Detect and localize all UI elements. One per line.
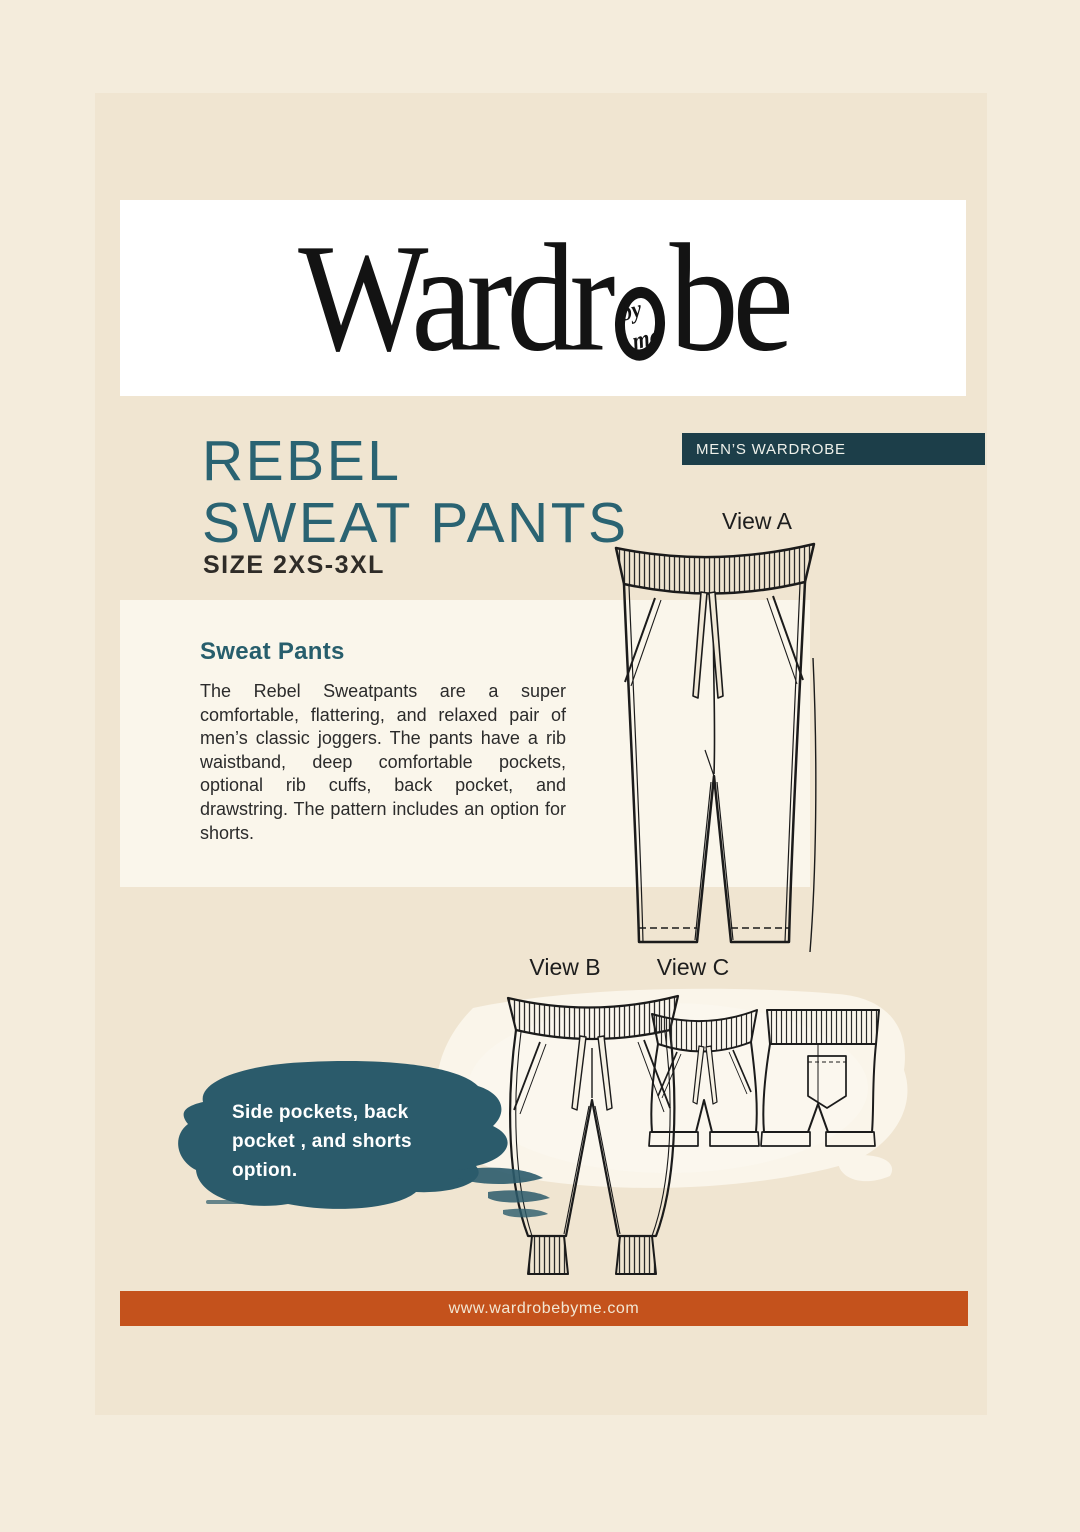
category-badge-label: MEN’S WARDROBE (696, 440, 846, 458)
logo-by-text: by (617, 294, 644, 327)
view-c-shorts-drawing (645, 996, 885, 1154)
view-a-sweatpants-drawing (608, 536, 820, 956)
logo-me-text: me (629, 321, 662, 356)
logo-text-end: be (669, 211, 788, 384)
view-a-label: View A (722, 508, 792, 534)
category-badge (680, 431, 987, 467)
size-range-label: SIZE 2XS-3XL (203, 551, 385, 579)
features-callout-line2: pocket , and shorts (232, 1131, 412, 1152)
features-callout-line1: Side pockets, back (232, 1102, 409, 1123)
footer-bar (120, 1291, 968, 1326)
view-b-label: View B (529, 954, 601, 980)
wardrobe-by-me-logo (298, 211, 788, 384)
description-body: The Rebel Sweatpants are a super comfortable, flattering, and relaxed pair of men’s classic joggers. The pants have a rib waistband, deep comfortable pockets, optional rib cuffs, back pocket, and drawstring. The pattern includes an option for shorts. (200, 681, 566, 843)
pattern-title (202, 430, 629, 554)
pattern-title-line2: SWEAT PANTS (202, 491, 629, 555)
description-heading: Sweat Pants (200, 638, 345, 665)
website-url: www.wardrobebyme.com (448, 1299, 640, 1317)
features-callout (232, 1098, 452, 1185)
pattern-title-line1: REBEL (202, 429, 402, 493)
logo-o-by-me-mark (613, 285, 666, 362)
view-c-label: View C (656, 954, 730, 980)
brand-logo-card (120, 200, 966, 396)
logo-text-start: Wardr (298, 211, 610, 384)
features-callout-line3: option. (232, 1160, 298, 1181)
